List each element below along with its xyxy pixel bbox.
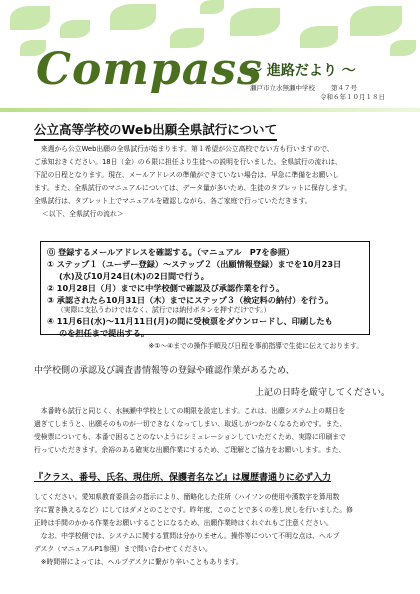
intro-line: 来週から公立Web出願の全県試行が始まります。第１希望が公立高校でない方も行いますので、 [40,145,334,153]
intro-line: 下記の日程となります。現在、メールアドレスの準備ができていない場合は、早急に準備をお願いし [34,171,339,179]
issue-number: 第４７号 [331,84,357,92]
steps-note: ※①～④までの操作手順及び日程を事前指導で生徒に伝えております。 [148,342,363,350]
body-line: 本番時も試行と同じく、水無瀬中学校としての期限を設定します。これは、出願システム上の期日を [40,407,346,415]
body2-line: デスク（マニュアルP1参照）まで問い合わせてください。 [34,545,212,553]
step-3-note: （実際に支払うわけではなく、試行では納付ボタンを押すだけです。） [57,306,271,314]
body2-line: ※時間帯によっては、ヘルプデスクに繋がり辛いこともあります。 [40,558,243,566]
body2-line: してください。愛知県教育委員会の指示により、簡略化した住所（ハイフンの使用や漢数字を算用数 [34,493,340,501]
step-4-cont: のを担任まで提出する。 [59,328,150,338]
header-band [0,108,420,112]
step-1: ① ステップ１（ユーザー登録）～ステップ２（出願情報登録）までを10月23日 [47,259,342,269]
issue-info [250,84,385,102]
body2-paragraph [34,491,390,569]
intro-line: ＜以下、全県試行の流れ＞ [42,210,124,218]
body-line: 過ぎてしまうと、出願そのものが一切できなくなってしまい、取返しがつかなくなるためです。また、 [34,420,347,428]
emphasis-line [34,470,331,483]
step-1-cont: (水)及び10月24日(木)の2日間で行う。 [59,271,209,281]
body-line: 行っていただきます。余裕のある確実な出願作業にするため、ご理解とご協力をお願いします。また、 [34,446,346,454]
step-3: ③ 承認されたら10月31日（木）までにステップ３（検定料の納付）を行う。 [47,295,334,305]
school-name: 瀬戸市立水無瀬中学校 [250,84,315,92]
body2-line: 正時は手間のかかる作業をお願いすることになるため、出願作業時はくれぐれもご注意ください。 [34,519,333,527]
emphasis-text: 『クラス、番号、氏名、現住所、保護者名など』は履歴書通りに必ず入力 [34,473,332,483]
intro-line: ご承知おきください。18日（金）の６限に担任より生徒への説明を行いました。全県試行の流れは、 [34,158,342,166]
schedule-box [40,241,370,350]
notice [34,360,390,404]
article-heading: 公立高等学校のWeb出願全県試行について [34,120,277,141]
body2-line: なお、中学校側では、システムに関する質問は分かりません。操作等について不明な点は、ヘルプ [40,532,340,540]
body-line: 受検票についても、本番で困ることのないようにシミュレーションしていただくため、実際に印刷まで [34,433,346,441]
step-4: ④ 11月6日(水)～11月11日(月)の間に受検票をダウンロードし、印刷したも [47,316,333,326]
step-0: ⓪ 登録するメールアドレスを確認する。（マニュアル P7を参照） [47,247,295,257]
newsletter-subtitle: ～ 進路だより ～ [248,63,356,79]
notice-line: 上記の日時を厳守してください。 [254,388,390,398]
issue-date: 令和６年１０月１８日 [320,93,385,101]
step-2: ② 10月28日（月）までに中学校側で確認及び承認作業を行う。 [47,283,285,293]
notice-line: 中学校側の承認及び調査書情報等の登録や確認作業があるため、 [34,366,295,376]
body2-line: 字に置き換えるなど）にしてはダメとのことです。昨年度、このことで多くの差し戻しを行いました。修 [34,506,353,514]
newsletter-title: Compass [36,44,263,95]
intro-line: 全県試行は、タブレット上でマニュアルを確認しながら、各ご家庭で行っていただきます。 [34,197,312,205]
body-paragraph [34,405,390,457]
intro-line: ます。また、全県試行のマニュアルについては、データ量が多いため、生徒のタブレットに保存します。 [34,184,352,192]
intro-paragraph [34,143,390,221]
